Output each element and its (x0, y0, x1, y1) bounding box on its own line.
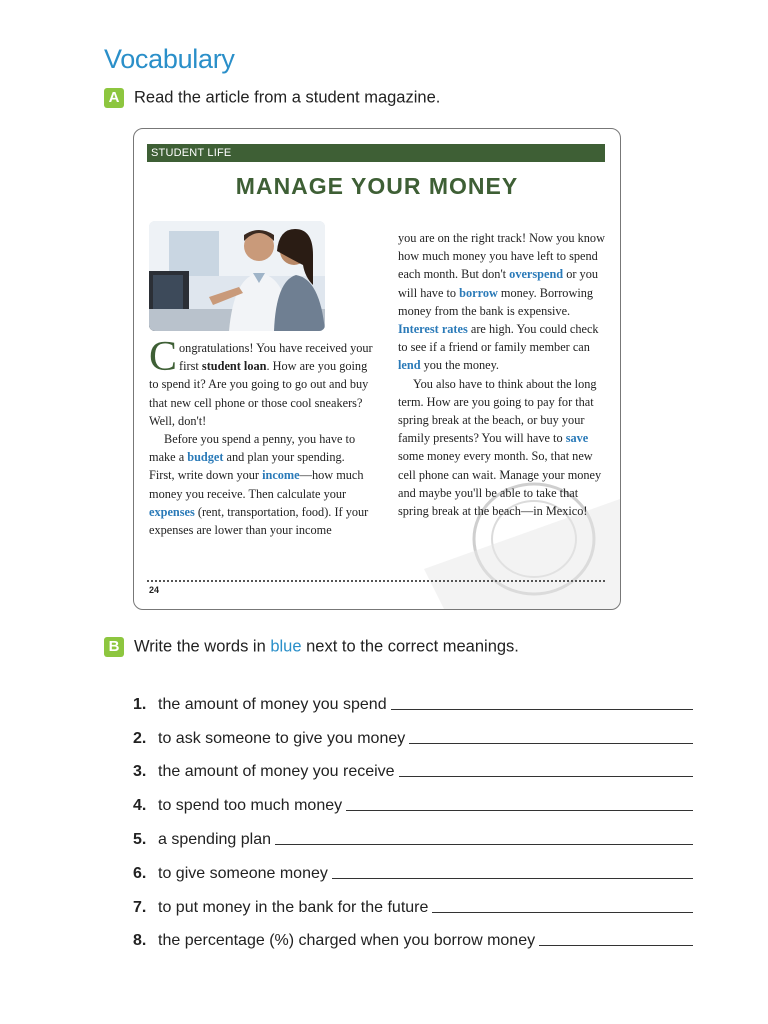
exercise-item (133, 680, 693, 714)
instruction-a (104, 88, 440, 108)
paragraph (149, 430, 373, 539)
article-headline: MANAGE YOUR MONEY (235, 173, 519, 199)
exercise-item (133, 883, 693, 917)
paragraph (398, 229, 608, 375)
instruction-b (104, 637, 519, 657)
keyword-save: save (565, 431, 589, 446)
item-text: to put money in the bank for the future (158, 898, 429, 916)
item-number: 5. (133, 830, 147, 848)
text: or you will have to (398, 267, 598, 300)
exercise-list (133, 680, 693, 950)
exercise-item (133, 748, 693, 782)
item-number: 8. (133, 932, 147, 950)
answer-line[interactable] (332, 878, 693, 879)
drop-cap: C (149, 334, 178, 380)
keyword-budget: budget (187, 450, 224, 465)
page-title: Vocabulary (104, 44, 235, 74)
badge-b: B (104, 637, 124, 657)
keyword-income: income (262, 468, 300, 483)
keyword-expenses: expenses (149, 504, 195, 519)
paragraph (149, 334, 373, 430)
text: some money every month. So, that new cell phone can wait. Manage your money and maybe you'll be able to take that spring break at the beach—in Mexico! (398, 449, 602, 519)
paragraph (398, 375, 608, 521)
item-text: the amount of money you spend (158, 695, 387, 713)
exercise-item (133, 815, 693, 849)
keyword-borrow: borrow (459, 285, 498, 300)
text: . How are you going to spend it? Are you going to go out and buy that new cell phone or those cool sneakers? Well, don't! (149, 359, 369, 428)
article-photo (149, 221, 325, 331)
instruction-a-text: Read the article from a student magazine. (134, 88, 441, 107)
exercise-item (133, 849, 693, 883)
text: are high. You could check to see if a friend or family member can (398, 322, 599, 355)
answer-line[interactable] (399, 776, 693, 777)
article-column-1 (149, 334, 373, 539)
page-number: 24 (149, 585, 160, 595)
section-label: STUDENT LIFE (147, 144, 605, 162)
text: you the money. (420, 358, 499, 373)
text: and plan your spending. First, write down your (149, 450, 345, 483)
item-text: to give someone money (158, 864, 328, 882)
keyword-lend: lend (398, 358, 421, 373)
article-card (133, 128, 621, 610)
item-text: a spending plan (158, 830, 271, 848)
item-text: to spend too much money (158, 797, 343, 815)
exercise-item (133, 714, 693, 748)
keyword-interest-rates: Interest rates (398, 322, 468, 337)
answer-line[interactable] (409, 743, 693, 744)
exercise-item (133, 917, 693, 951)
dotted-divider (147, 580, 605, 582)
item-text: the percentage (%) charged when you borrow money (158, 932, 536, 950)
article-column-2 (398, 229, 608, 520)
answer-line[interactable] (432, 912, 693, 913)
answer-line[interactable] (346, 810, 693, 811)
text: you are on the right track! Now you know how much money you have left to spend each month. But don't (398, 231, 605, 282)
answer-line[interactable] (275, 844, 693, 845)
instruction-b-blue-word: blue (270, 637, 302, 656)
keyword-overspend: overspend (509, 267, 564, 282)
answer-line[interactable] (539, 945, 693, 946)
item-number: 1. (133, 695, 147, 713)
text: Before you spend a penny, you have to make a (149, 432, 356, 465)
item-number: 4. (133, 797, 147, 815)
answer-line[interactable] (391, 709, 693, 710)
text: ongratulations! You have received your first (179, 341, 373, 374)
item-number: 6. (133, 864, 147, 882)
badge-a: A (104, 88, 124, 108)
item-number: 7. (133, 898, 147, 916)
text: (rent, transportation, food). If your expenses are lower than your income (149, 504, 369, 538)
item-text: the amount of money you receive (158, 763, 395, 781)
instruction-b-text-end: next to the correct meanings. (301, 637, 519, 656)
item-number: 3. (133, 763, 147, 781)
exercise-item (133, 781, 693, 815)
text: money. Borrowing money from the bank is expensive. (398, 285, 594, 318)
item-number: 2. (133, 729, 147, 747)
instruction-b-text: Write the words in (134, 637, 271, 656)
text: You also have to think about the long term. How are you going to pay for that spring break at the beach, or buy your family presents? You will have to (398, 376, 597, 446)
item-text: to ask someone to give you money (158, 729, 406, 747)
keyword-student-loan: student loan (201, 359, 267, 374)
text: —how much money you receive. Then calculate your (149, 468, 364, 501)
